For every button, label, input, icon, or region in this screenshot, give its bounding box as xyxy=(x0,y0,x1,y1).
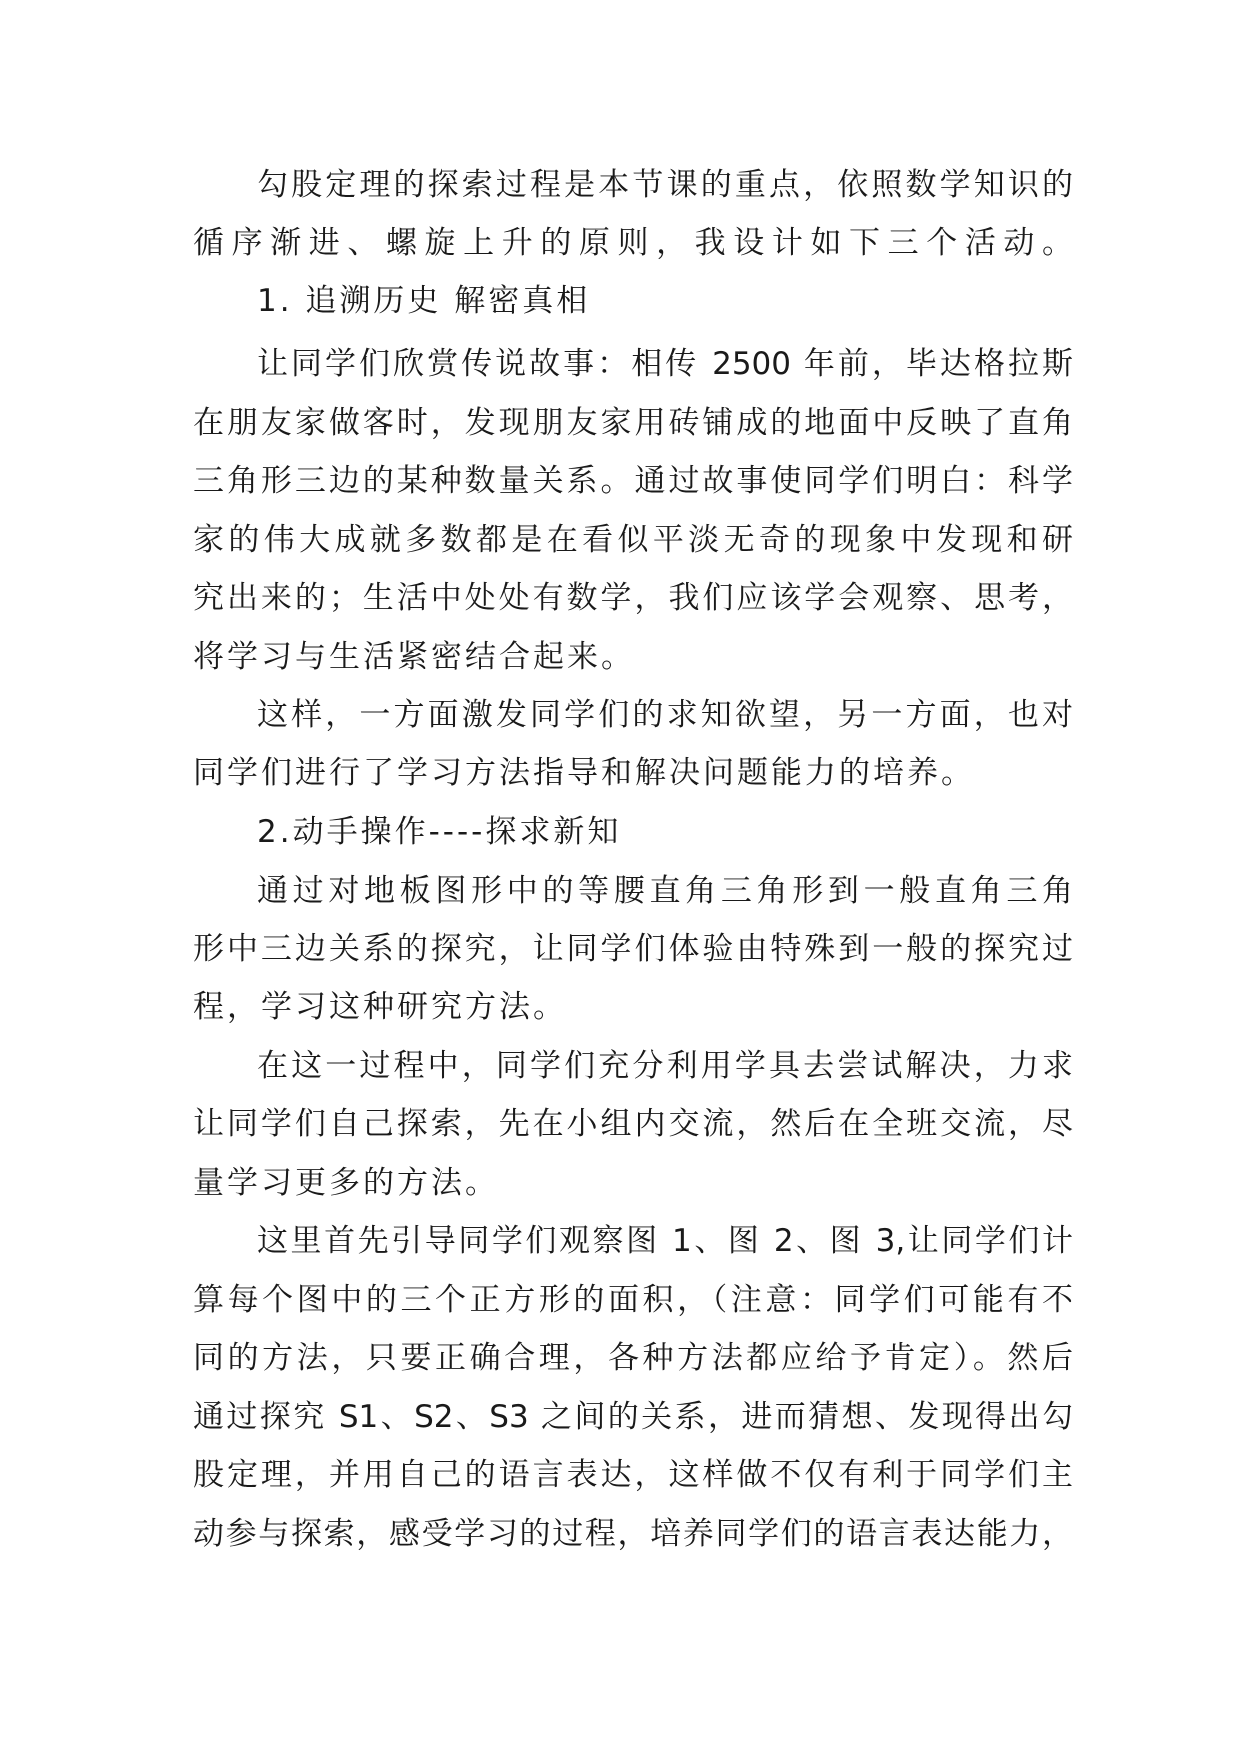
paragraph-line: 三角形三边的某种数量关系。通过故事使同学们明白：科学 xyxy=(193,463,1073,499)
paragraph-line: 究出来的；生活中处处有数学，我们应该学会观察、思考， xyxy=(193,580,1073,616)
paragraph-line: 将学习与生活紧密结合起来。 xyxy=(193,639,635,675)
paragraph-line: 让同学们欣赏传说故事：相传 2500 年前，毕达格拉斯 xyxy=(257,346,1073,382)
paragraph-line: 算每个图中的三个正方形的面积，（注意：同学们可能有不 xyxy=(193,1282,1073,1318)
paragraph-line: 循序渐进、螺旋上升的原则，我设计如下三个活动。 xyxy=(193,225,1073,261)
section-heading: 2.动手操作----探求新知 xyxy=(257,814,622,850)
paragraph-line: 量学习更多的方法。 xyxy=(193,1165,499,1201)
paragraph-line: 在朋友家做客时，发现朋友家用砖铺成的地面中反映了直角 xyxy=(193,405,1073,441)
paragraph-line: 同的方法，只要正确合理，各种方法都应给予肯定）。然后 xyxy=(193,1340,1073,1376)
paragraph-line: 这样，一方面激发同学们的求知欲望，另一方面，也对 xyxy=(257,697,1073,733)
section-heading: 1. 追溯历史 解密真相 xyxy=(257,283,591,319)
paragraph-line: 在这一过程中，同学们充分利用学具去尝试解决，力求 xyxy=(257,1048,1073,1084)
paragraph-line: 让同学们自己探索，先在小组内交流，然后在全班交流，尽 xyxy=(193,1106,1073,1142)
paragraph-line: 形中三边关系的探究，让同学们体验由特殊到一般的探究过 xyxy=(193,931,1073,967)
paragraph-line: 通过探究 S1、S2、S3 之间的关系，进而猜想、发现得出勾 xyxy=(193,1399,1073,1435)
paragraph-line: 动参与探索，感受学习的过程，培养同学们的语言表达能力， xyxy=(193,1516,1073,1552)
paragraph-line: 程，学习这种研究方法。 xyxy=(193,989,567,1025)
paragraph-line: 股定理，并用自己的语言表达，这样做不仅有利于同学们主 xyxy=(193,1457,1073,1493)
paragraph-line: 勾股定理的探索过程是本节课的重点，依照数学知识的 xyxy=(257,167,1073,203)
paragraph-line: 这里首先引导同学们观察图 1、图 2、图 3,让同学们计 xyxy=(257,1223,1073,1259)
paragraph-line: 同学们进行了学习方法指导和解决问题能力的培养。 xyxy=(193,755,975,791)
paragraph-line: 通过对地板图形中的等腰直角三角形到一般直角三角 xyxy=(257,873,1073,909)
paragraph-line: 家的伟大成就多数都是在看似平淡无奇的现象中发现和研 xyxy=(193,522,1073,558)
